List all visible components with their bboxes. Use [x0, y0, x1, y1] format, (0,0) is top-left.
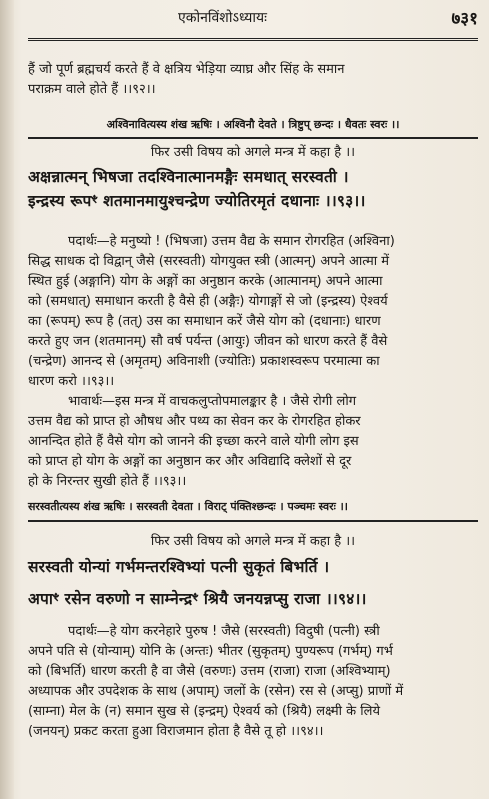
- rishi-line-94: सरस्वतीत्यस्य शंख ऋषिः । सरस्वती देवता । विराट् पंक्तिश्छन्दः । पञ्चमः स्वरः ।।: [28, 500, 348, 513]
- intro-93: फिर उसी विषय को अगले मन्त्र में कहा है ।।: [150, 145, 356, 160]
- padartha-line: पदार्थः—हे मनुष्यो ! (भिषजा) उत्तम वैद्य के समान रोगरहित (अश्विना): [68, 234, 395, 249]
- padartha-line: अध्यापक और उपदेशक के साथ (अपाम्) जलों के (रसेन) रस से (अप्सु) प्राणों में: [28, 684, 404, 699]
- bhavartha-93: [28, 392, 478, 492]
- mantra-line: अपाꣳ रसेन वरुणो न साम्नेन्द्रꣳ श्रियै जनयन्नप्सु राजा ।।९४।।: [28, 590, 367, 608]
- top-prose: [28, 60, 478, 100]
- padartha-line: सिद्ध साधक दो विद्वान् जैसे (सरस्वती) योगयुक्त स्त्री (आत्मन्) अपने आत्मा में: [28, 254, 389, 269]
- section-rule: [28, 137, 478, 139]
- binding-edge-shadow: [0, 0, 14, 799]
- bhavartha-line: उत्तम वैद्य को प्राप्त हो औषध और पथ्य का सेवन कर के रोगरहित होकर: [28, 414, 361, 429]
- intro-94: फिर उसी विषय को अगले मन्त्र में कहा है ।।: [150, 534, 356, 549]
- mantra-93: [28, 165, 478, 213]
- section-rule: [28, 520, 478, 522]
- padartha-line: (जनयन्) प्रकट करता हुआ विराजमान होता है वैसे तू हो ।।९४।।: [28, 724, 324, 739]
- header-rule: [28, 38, 478, 41]
- mantra-94: [28, 555, 478, 611]
- padartha-line: का (रूपम्) रूप है (तत्) उस का समाधान करें जैसे योग को (दधानाः) धारण: [28, 314, 381, 329]
- mantra-line: अक्षन्नात्मन् भिषजा तदश्विनात्मानमङ्गैः समधात् सरस्वती ।: [28, 168, 349, 186]
- rishi-line-93: अश्विनावित्यस्य शंख ऋषिः । अश्विनौ देवते । त्रिष्टुप् छन्दः । धैवतः स्वरः ।।: [106, 118, 400, 131]
- chapter-title: एकोनविंशोऽध्यायः: [178, 10, 267, 26]
- padartha-line: (चन्द्रेण) आनन्द से (अमृतम्) अविनाशी (ज्योतिः) प्रकाशस्वरूप परमात्मा का: [28, 354, 380, 369]
- padartha-line: धारण करो ।।९३।।: [28, 374, 115, 389]
- page-number: ७३१: [451, 9, 478, 29]
- padartha-line: को (बिभर्ति) धारण करती है वा जैसे (वरुणः) उत्तम (राजा) राजा (अश्विभ्याम्): [28, 664, 391, 679]
- padartha-line: (साम्ना) मेल के (न) समान सुख से (इन्द्रम्) ऐश्वर्य को (श्रियै) लक्ष्मी के लिये: [28, 704, 381, 719]
- prose-line: हैं जो पूर्ण ब्रह्मचर्य करते हैं वे क्षत्रिय भेड़िया व्याघ्र और सिंह के समान: [28, 62, 345, 77]
- padartha-line: अपने पति से (योन्याम्) योनि के (अन्तः) भीतर (सुकृतम्) पुण्यरूप (गर्भम्) गर्भ: [28, 644, 393, 659]
- padartha-line: पदार्थः—हे योग करनेहारे पुरुष ! जैसे (सरस्वती) विदुषी (पत्नी) स्त्री: [68, 624, 380, 639]
- bhavartha-line: हो के निरन्तर सुखी होते हैं ।।९३।।: [28, 474, 187, 489]
- padartha-line: को (समधात्) समाधान करती है वैसे ही (अङ्गैः) योगाङ्गों से जो (इन्द्रस्य) ऐश्वर्य: [28, 294, 388, 309]
- prose-line: पराक्रम वाले होते हैं ।।९२।।: [28, 82, 156, 97]
- mantra-line: सरस्वती योन्यां गर्भमन्तरश्विभ्यां पत्नी सुकृतं बिभर्ति ।: [28, 558, 330, 576]
- padartha-93: [28, 232, 478, 392]
- padartha-line: स्थित हुई (अङ्गानि) योग के अङ्गों का अनुष्ठान करके (आत्मानम्) अपने आत्मा: [28, 274, 383, 289]
- mantra-line: इन्द्रस्य रूपꣳ शतमानमायुश्चन्द्रेण ज्योतिरमृतं दधानाः ।।९३।।: [28, 192, 366, 210]
- bhavartha-line: को प्राप्त हो योग के अङ्गों का अनुष्ठान कर और अविद्यादि क्लेशों से दूर: [28, 454, 352, 469]
- page-header: [28, 6, 478, 34]
- padartha-line: करते हुए जन (शतमानम्) सौ वर्ष पर्यन्त (आयुः) जीवन को धारण करते हैं वैसे: [28, 334, 388, 349]
- bhavartha-line: भावार्थः—इस मन्त्र में वाचकलुप्तोपमालङ्कार है । जैसे रोगी लोग: [68, 394, 357, 409]
- bhavartha-line: आनन्दित होते हैं वैसे योग को जानने की इच्छा करने वाले योगी लोग इस: [28, 434, 359, 449]
- padartha-94: [28, 622, 478, 742]
